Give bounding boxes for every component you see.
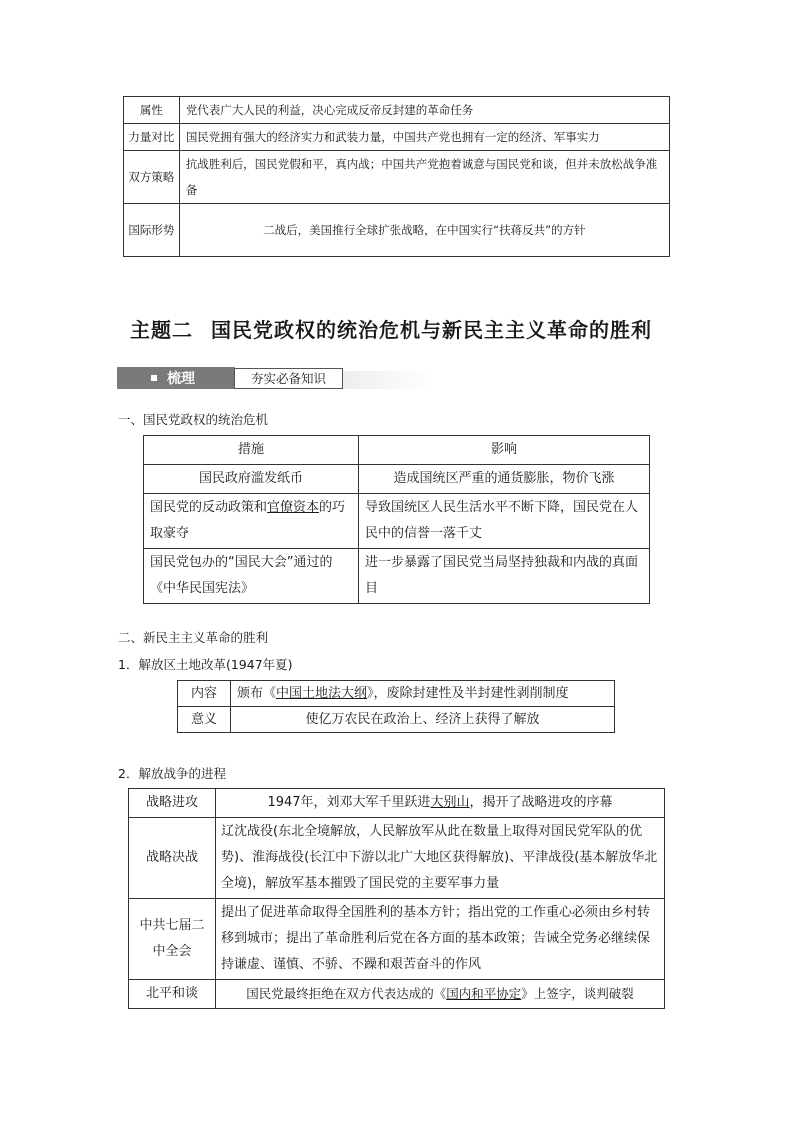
row-value: 辽沈战役(东北全境解放，人民解放军从此在数量上取得对国民党军队的优势)、淮海战役(长江中下游以北广大地区获得解放)、平津战役(基本解放华北全境)，解放军基本摧毁了国民党的主要军事力量 [216,818,665,899]
table-row [124,124,670,151]
underlined-term: 中国土地法大纲 [276,686,368,701]
table-row [124,204,670,257]
column-header: 措施 [144,436,359,465]
row-key: 战略进攻 [129,789,216,818]
column-header: 影响 [359,436,650,465]
measure-cell: 国民政府滥发纸币 [144,465,359,494]
table-row [129,980,665,1009]
party-comparison-table [123,96,670,257]
section-title-number: 主题二 [130,318,193,342]
impact-cell: 导致国统区人民生活水平不断下降，国民党在人民中的信誉一落千丈 [359,494,650,549]
section-title-text: 国民党政权的统治危机与新民主主义革命的胜利 [211,318,652,342]
heading-2: 二、新民主主义革命的胜利 [118,630,269,645]
table-row [144,549,650,604]
heading-1: 一、国民党政权的统治危机 [118,412,269,427]
liberation-war-table [128,788,665,1009]
row-value: 党代表广大人民的利益，决心完成反帝反封建的革命任务 [179,97,669,124]
row-value: 使亿万农民在政治上、经济上获得了解放 [231,707,615,733]
table-row [144,465,650,494]
crisis-table [143,435,650,604]
banner-label: 梳理 [167,371,195,387]
impact-cell: 造成国统区严重的通货膨胀，物价飞涨 [359,465,650,494]
banner-box: 夯实必备知识 [234,368,343,389]
row-value: 提出了促进革命取得全国胜利的基本方针；指出党的工作重心必须由乡村转移到城市；提出了革命胜利后党在各方面的基本政策；告诫全党务必继续保持谦虚、谨慎、不骄、不躁和艰苦奋斗的作风 [216,899,665,980]
row-value: 抗战胜利后，国民党假和平，真内战；中国共产党抱着诚意与国民党和谈，但并未放松战争准备 [179,151,669,204]
table-row [178,681,615,707]
row-value: 国民党拥有强大的经济实力和武装力量，中国共产党也拥有一定的经济、军事实力 [179,124,669,151]
table-row [129,899,665,980]
square-bullet-icon [151,375,157,381]
table-row [124,97,670,124]
table-header-row [144,436,650,465]
table-row [129,789,665,818]
row-key: 内容 [178,681,231,707]
table-row [178,707,615,733]
row-key: 国际形势 [124,204,180,257]
row-key: 战略决战 [129,818,216,899]
row-key: 北平和谈 [129,980,216,1009]
land-reform-table [177,680,615,733]
row-value: 国民党最终拒绝在双方代表达成的《国内和平协定》上签字，谈判破裂 [216,980,665,1009]
heading-2-2: 2．解放战争的进程 [118,766,226,781]
row-value: 二战后，美国推行全球扩张战略，在中国实行“扶蒋反共”的方针 [179,204,669,257]
row-key: 力量对比 [124,124,180,151]
table-row [124,151,670,204]
underlined-term: 国内和平协定 [446,986,522,1001]
heading-2-1: 1．解放区土地改革(1947年夏) [118,657,293,672]
row-key: 意义 [178,707,231,733]
impact-cell: 进一步暴露了国民党当局坚持独裁和内战的真面目 [359,549,650,604]
table-row [144,494,650,549]
row-value: 1947年，刘邓大军千里跃进大别山，揭开了战略进攻的序幕 [216,789,665,818]
row-key: 属性 [124,97,180,124]
underlined-term: 官僚资本 [267,500,320,515]
measure-cell: 国民党包办的“国民大会”通过的《中华民国宪法》 [144,549,359,604]
row-value: 颁布《中国土地法大纲》，废除封建性及半封建性剥削制度 [231,681,615,707]
measure-cell: 国民党的反动政策和官僚资本的巧取豪夺 [144,494,359,549]
row-key: 双方策略 [124,151,180,204]
section-title [130,314,652,343]
underlined-term: 大别山 [430,795,470,810]
section-banner [117,367,432,389]
table-row [129,818,665,899]
row-key: 中共七届二中全会 [129,899,216,980]
